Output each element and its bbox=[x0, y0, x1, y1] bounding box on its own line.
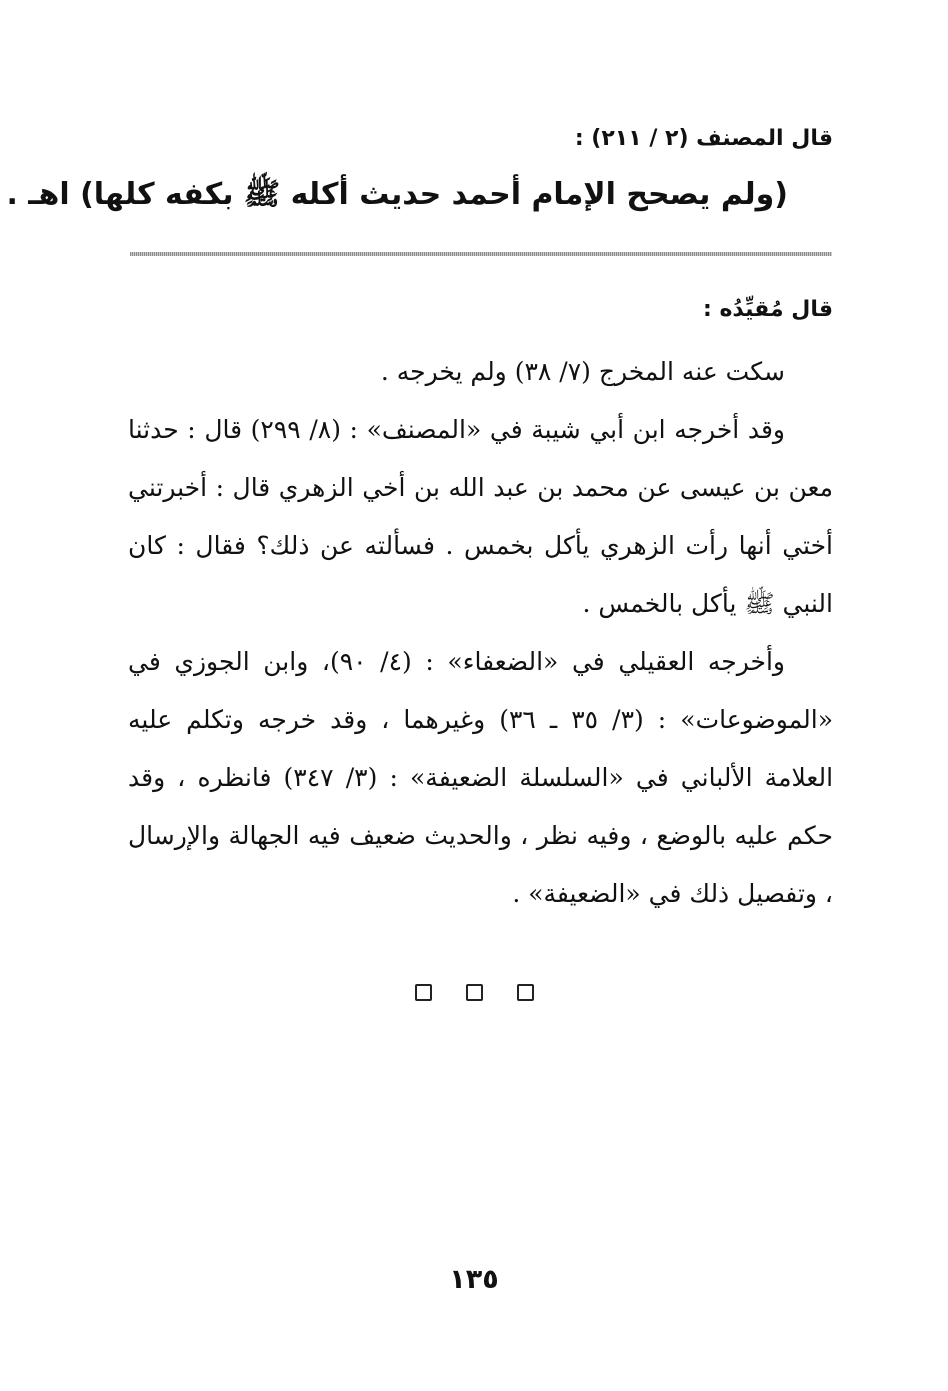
author-quote: (ولم يصحح الإمام أحمد حديث أكله ﷺ بكفه كلها) اهـ . bbox=[6, 177, 788, 212]
paragraph-2: وقد أخرجه ابن أبي شيبة في «المصنف» : (٨/ ٢٩٩) قال : حدثنا معن بن عيسى عن محمد بن عبد الله بن أخي الزهري قال : أخبرتني أختي أنها رأت الزهري يأكل بخمس . فسألته عن ذلك؟ فقال : كان النبي ﷺ يأكل بالخمس . bbox=[128, 415, 833, 618]
commentator-heading: قال مُقيِّدُه : bbox=[702, 297, 833, 322]
page-number: ١٣٥ bbox=[449, 1264, 499, 1295]
commentary-body bbox=[128, 343, 833, 923]
square-icon bbox=[466, 984, 483, 1001]
author-quote-heading: قال المصنف (٢ / ٢١١) : bbox=[574, 126, 833, 151]
section-divider bbox=[130, 252, 832, 256]
section-end-ornament-icon bbox=[0, 984, 948, 1001]
paragraph-3: وأخرجه العقيلي في «الضعفاء» : (٤/ ٩٠)، وابن الجوزي في «الموضوعات» : (٣/ ٣٥ ـ ٣٦) وغيرهما ، وقد خرجه وتكلم عليه العلامة الألباني في «السلسلة الضعيفة» : (٣/ ٣٤٧) فانظره ، وقد حكم عليه بالوضع ، وفيه نظر ، والحديث ضعيف فيه الجهالة والإرسال ، وتفصيل ذلك في «الضعيفة» . bbox=[128, 647, 834, 908]
paragraph-1: سكت عنه المخرج (٧/ ٣٨) ولم يخرجه . bbox=[380, 357, 785, 386]
square-icon bbox=[415, 984, 432, 1001]
square-icon bbox=[517, 984, 534, 1001]
